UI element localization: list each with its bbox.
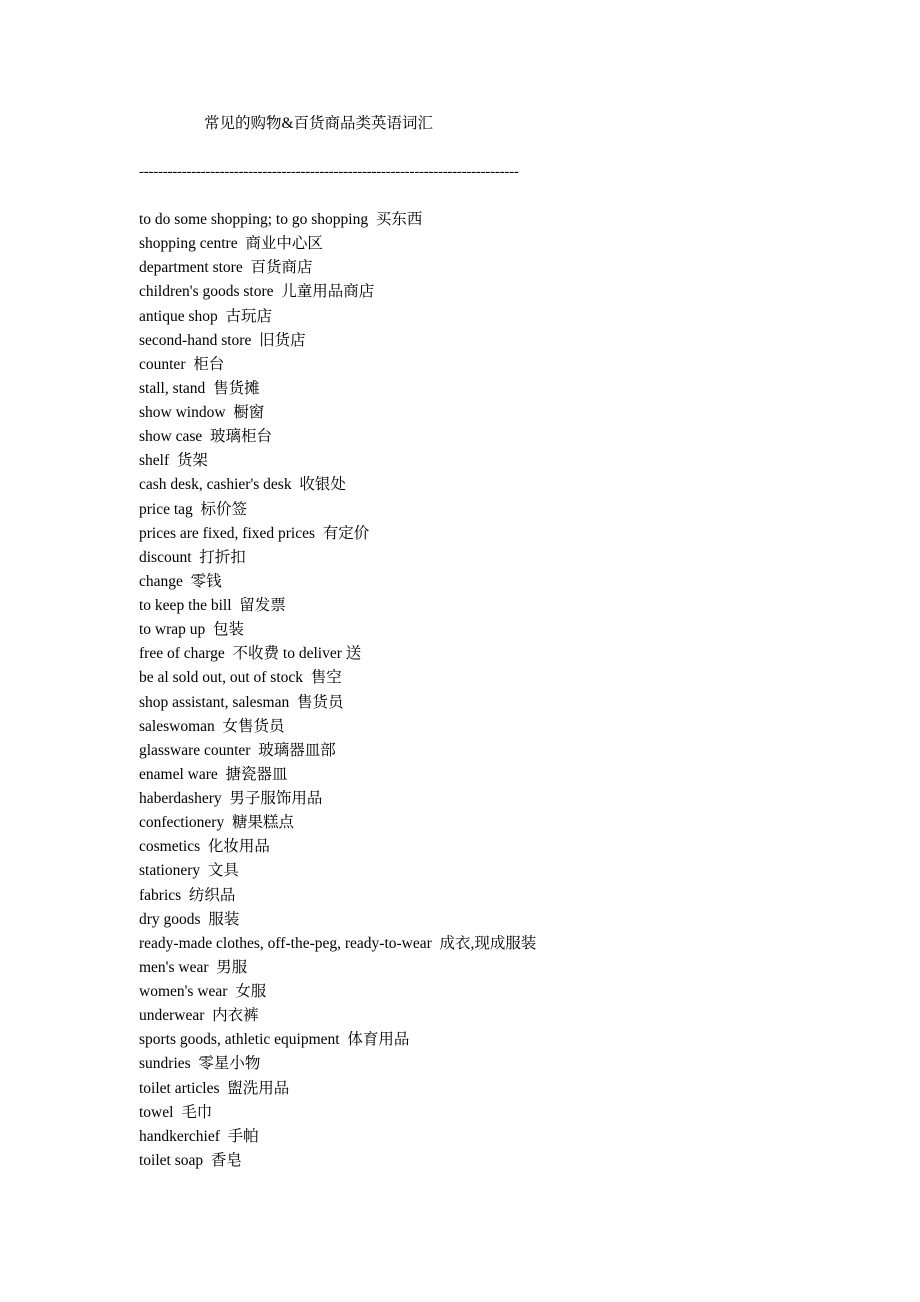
- chinese-term: 成衣,现成服装: [439, 934, 537, 952]
- english-term: ready-made clothes, off-the-peg, ready-to-wear: [139, 934, 432, 952]
- vocabulary-entry: [139, 1004, 536, 1028]
- chinese-term: 儿童用品商店: [281, 283, 375, 301]
- english-term: underwear: [139, 1007, 205, 1025]
- chinese-term: 买东西: [375, 211, 423, 228]
- vocabulary-entry: [139, 932, 536, 956]
- english-term: free of charge: [139, 645, 225, 663]
- english-term: sundries: [139, 1055, 191, 1073]
- vocabulary-entry: [139, 787, 536, 811]
- chinese-term: 纺织品: [188, 886, 236, 904]
- english-term: shop assistant, salesman: [139, 693, 290, 711]
- vocabulary-entry: [139, 377, 536, 401]
- chinese-term: 男子服饰用品: [229, 790, 323, 807]
- english-term: stall, stand: [139, 379, 206, 397]
- vocabulary-entry: [139, 739, 536, 763]
- vocabulary-entry: [139, 449, 536, 473]
- vocabulary-entry: [139, 908, 536, 932]
- vocabulary-entry: [139, 329, 536, 353]
- english-term: cash desk, cashier's desk: [139, 476, 292, 494]
- english-term: toilet articles: [139, 1079, 220, 1097]
- chinese-term: 文具: [207, 862, 239, 880]
- english-term: glassware counter: [139, 741, 251, 759]
- english-term: change: [139, 572, 183, 590]
- chinese-term: 留发票: [239, 597, 286, 614]
- english-term: to keep the bill: [139, 597, 232, 614]
- chinese-term: 男服: [216, 958, 248, 976]
- english-term: toilet soap: [139, 1151, 204, 1169]
- vocabulary-entry: [139, 546, 536, 570]
- vocabulary-entry: [139, 208, 536, 232]
- chinese-term: 体育用品: [347, 1031, 410, 1049]
- chinese-term: 售空: [310, 669, 342, 687]
- chinese-term: 打折扣: [199, 548, 246, 566]
- vocabulary-entry: [139, 666, 536, 690]
- english-term: discount: [139, 548, 192, 566]
- english-term: to do some shopping; to go shopping: [139, 211, 369, 228]
- english-term: cosmetics: [139, 838, 201, 856]
- english-term: women's wear: [139, 983, 228, 1000]
- english-term: haberdashery: [139, 790, 222, 807]
- vocabulary-entry: [139, 618, 536, 642]
- chinese-term: 玻璃器皿部: [258, 741, 336, 759]
- english-term: enamel ware: [139, 765, 218, 783]
- english-term: price tag: [139, 500, 193, 518]
- vocabulary-entry: [139, 232, 536, 256]
- english-term: second-hand store: [139, 331, 252, 349]
- chinese-term: 女售货员: [222, 717, 285, 735]
- vocabulary-entry: [139, 1052, 536, 1076]
- chinese-term: 橱窗: [233, 404, 265, 421]
- english-term: prices are fixed, fixed prices: [139, 524, 316, 542]
- chinese-term: 搪瓷器皿: [225, 765, 288, 783]
- english-term: be al sold out, out of stock: [139, 669, 304, 687]
- chinese-term: 女服: [235, 983, 267, 1000]
- chinese-term: 柜台: [193, 355, 225, 373]
- chinese-term: 商业中心区: [245, 235, 323, 253]
- chinese-term: 内衣裤: [212, 1007, 259, 1025]
- chinese-term: 包装: [213, 621, 245, 639]
- vocabulary-entry: [139, 835, 536, 859]
- vocabulary-entry: [139, 763, 536, 787]
- chinese-term: 零星小物: [198, 1055, 261, 1073]
- chinese-term: 化妆用品: [207, 838, 270, 856]
- vocabulary-entry: [139, 522, 536, 546]
- chinese-term: 不收费 to deliver 送: [232, 645, 362, 663]
- english-term: men's wear: [139, 958, 209, 976]
- vocabulary-list: [139, 208, 536, 1173]
- vocabulary-entry: [139, 1028, 536, 1052]
- document-title: 常见的购物&百货商品类英语词汇: [204, 115, 434, 132]
- vocabulary-entry: [139, 691, 536, 715]
- english-term: to wrap up: [139, 621, 206, 639]
- chinese-term: 糖果糕点: [231, 814, 294, 832]
- vocabulary-entry: [139, 473, 536, 497]
- english-term: fabrics: [139, 886, 182, 904]
- chinese-term: 古玩店: [225, 307, 273, 325]
- vocabulary-entry: [139, 594, 536, 618]
- english-term: shelf: [139, 452, 170, 470]
- vocabulary-entry: [139, 425, 536, 449]
- chinese-term: 服装: [208, 910, 240, 928]
- chinese-term: 标价签: [200, 500, 248, 518]
- english-term: show window: [139, 404, 226, 421]
- vocabulary-entry: [139, 1125, 536, 1149]
- vocabulary-entry: [139, 353, 536, 377]
- chinese-term: 香皂: [210, 1151, 242, 1169]
- english-term: children's goods store: [139, 283, 274, 301]
- english-term: antique shop: [139, 307, 218, 325]
- chinese-term: 售货摊: [213, 379, 260, 397]
- vocabulary-entry: [139, 401, 536, 425]
- vocabulary-entry: [139, 811, 536, 835]
- english-term: handkerchief: [139, 1127, 220, 1145]
- english-term: saleswoman: [139, 717, 215, 735]
- vocabulary-entry: [139, 305, 536, 329]
- vocabulary-entry: [139, 498, 536, 522]
- chinese-term: 零钱: [190, 572, 222, 590]
- vocabulary-entry: [139, 956, 536, 980]
- chinese-term: 收银处: [299, 476, 346, 494]
- english-term: sports goods, athletic equipment: [139, 1031, 340, 1049]
- english-term: department store: [139, 259, 243, 277]
- english-term: confectionery: [139, 814, 225, 832]
- vocabulary-entry: [139, 1149, 536, 1173]
- chinese-term: 货架: [176, 452, 208, 470]
- english-term: dry goods: [139, 910, 201, 928]
- chinese-term: 毛巾: [181, 1103, 213, 1121]
- vocabulary-entry: [139, 280, 536, 304]
- vocabulary-entry: [139, 715, 536, 739]
- english-term: show case: [139, 428, 203, 446]
- vocabulary-entry: [139, 1077, 536, 1101]
- vocabulary-entry: [139, 642, 536, 666]
- chinese-term: 有定价: [322, 524, 370, 542]
- vocabulary-entry: [139, 570, 536, 594]
- chinese-term: 玻璃柜台: [210, 428, 273, 446]
- english-term: stationery: [139, 862, 201, 880]
- chinese-term: 售货员: [297, 693, 344, 711]
- english-term: towel: [139, 1103, 174, 1121]
- vocabulary-entry: [139, 1101, 536, 1125]
- divider-line: --------------------------------------------------------------------------------: [139, 164, 519, 180]
- vocabulary-entry: [139, 884, 536, 908]
- chinese-term: 盥洗用品: [227, 1079, 290, 1097]
- chinese-term: 百货商店: [250, 259, 313, 277]
- vocabulary-entry: [139, 859, 536, 883]
- chinese-term: 手帕: [227, 1127, 259, 1145]
- english-term: shopping centre: [139, 235, 238, 253]
- vocabulary-entry: [139, 256, 536, 280]
- vocabulary-entry: [139, 980, 536, 1004]
- chinese-term: 旧货店: [259, 331, 306, 349]
- english-term: counter: [139, 355, 186, 373]
